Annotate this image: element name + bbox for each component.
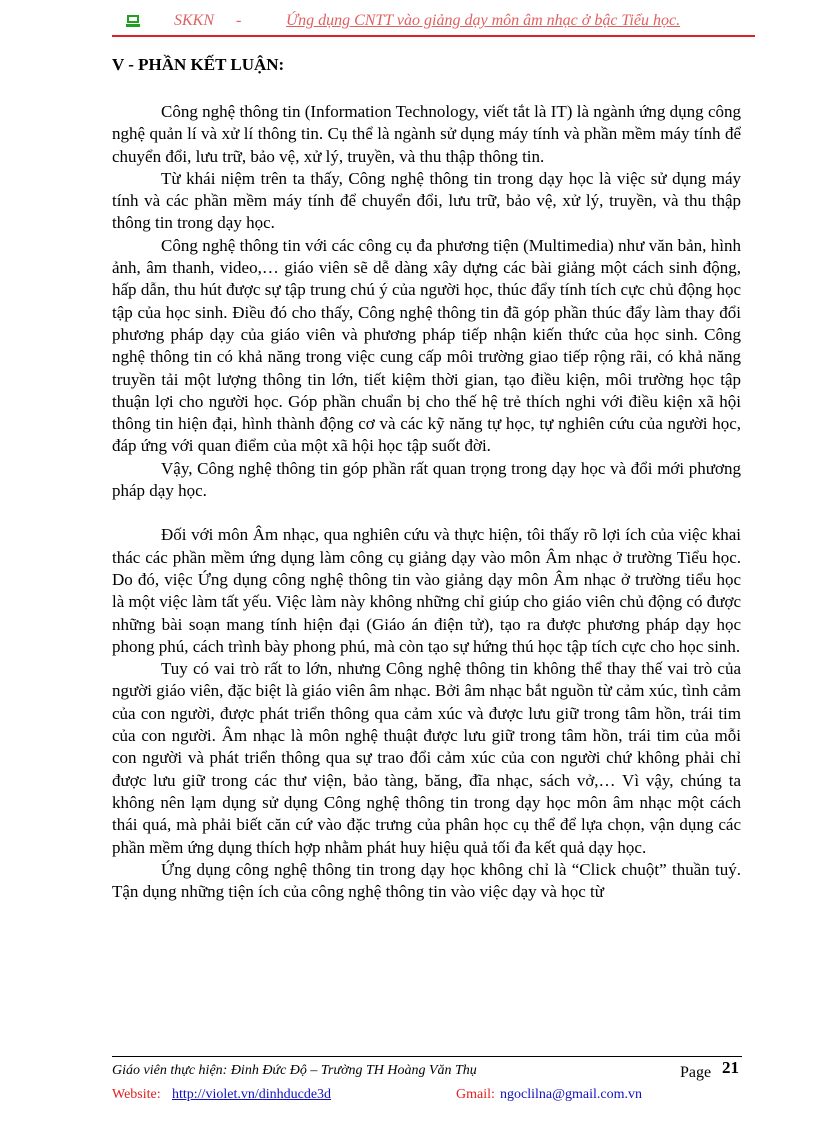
paragraph: Đối với môn Âm nhạc, qua nghiên cứu và thực hiện, tôi thấy rõ lợi ích của việc khai thác các phần mềm ứng dụng làm công cụ giảng dạy vào môn Âm nhạc ở trường Tiểu học. Do đó, việc Ứng dụng công nghệ thông tin vào giảng dạy môn Âm nhạc ở trường tiểu học là một việc làm tất yếu. Việc làm này không những chỉ giúp cho giáo viên chủ động có được những bài soạn mang tính hiện đại (Giáo án điện tử), tạo ra được phương pháp dạy học phong phú, cách trình bày phong phú, mà còn tạo sự hứng thú học tập tích cực cho học sinh. [112,525,741,656]
page-number: 21 [722,1058,739,1077]
website-label: Website: [112,1087,161,1102]
paragraph: Ứng dụng công nghệ thông tin trong dạy học không chỉ là “Click chuột” thuần tuý. Tận dụng những tiện ích của công nghệ thông tin vào việc dạy và học từ [112,859,741,902]
paragraph-spacer [112,502,741,524]
document-body [112,101,741,903]
header-dash: - [236,12,242,29]
header-code: SKKN [174,12,215,29]
paragraph: Công nghệ thông tin với các công cụ đa phương tiện (Multimedia) như văn bản, hình ảnh, âm thanh, video,… giáo viên sẽ dễ dàng xây dựng các bài giảng một cách sinh động, hấp dẫn, thu hút được sự tập trung chú ý của người học, thúc đẩy tính tích cực chủ động học tập của học sinh. Điều đó cho thấy, Công nghệ thông tin đã góp phần thúc đẩy làm thay đổi phương pháp dạy của giáo viên và phương pháp tiếp nhận kiến thức của học sinh. Công nghệ thông tin có khả năng trong việc cung cấp môi trường giao tiếp rộng rãi, có khả năng truyền tải một lượng thông tin lớn, tiết kiệm thời gian, tạo điều kiện, môi trường học tập thuận lợi cho người học. Góp phần chuẩn bị cho thế hệ trẻ thích nghi với điều kiện xã hội thông tin hiện đại, hình thành động cơ và các kỹ năng tự học, tự nghiên cứu của người học, đáp ứng với quan điểm của một xã hội học tập suốt đời. [112,235,741,456]
header-title: Ứng dụng CNTT vào giảng dạy môn âm nhạc ở bậc Tiểu học. [286,12,681,29]
footer-author: Giáo viên thực hiện: Đinh Đức Độ – Trường TH Hoàng Văn Thụ [112,1063,477,1078]
gmail-label: Gmail: [456,1087,495,1102]
website-link[interactable]: http://violet.vn/dinhducde3d [172,1087,332,1102]
paragraph: Từ khái niệm trên ta thấy, Công nghệ thông tin trong dạy học là việc sử dụng máy tính và các phần mềm máy tính để chuyển đổi, lưu trữ, bảo vệ, xử lý, truyền, và thu thập thông tin trong dạy học. [112,168,741,233]
footer-divider [112,1056,742,1057]
paragraph: Vậy, Công nghệ thông tin góp phần rất quan trọng trong dạy học và đổi mới phương pháp dạy học. [112,458,741,501]
page-label: Page [680,1064,712,1081]
gmail-address: ngoclilna@gmail.com.vn [500,1087,642,1102]
computer-icon [126,15,140,27]
paragraph: Công nghệ thông tin (Information Technology, viết tắt là IT) là ngành ứng dụng công nghệ quản lí và xử lí thông tin. Cụ thể là ngành sử dụng máy tính và phần mềm máy tính để chuyển đổi, lưu trữ, bảo vệ, xử lý, truyền, và thu thập thông tin. [112,102,741,166]
header-divider [112,35,755,37]
page-header [112,12,752,34]
section-title: V - PHẦN KẾT LUẬN: [112,55,285,74]
paragraph: Tuy có vai trò rất to lớn, nhưng Công nghệ thông tin không thể thay thế vai trò của người giáo viên, đặc biệt là giáo viên âm nhạc. Bởi âm nhạc bắt nguồn từ cảm xúc, tình cảm của con người, được phát triển thông qua cảm xúc và được lưu giữ trong tâm hồn, trái tim của con người. Âm nhạc là môn nghệ thuật được lưu giữ trong tâm hồn, trái tim của mỗi con người và phát triển thông qua sự trao đổi cảm xúc của con người chứ không phải chỉ được lưu giữ trong các thư viện, bảo tàng, băng, đĩa nhạc, sách vở,… Vì vậy, chúng ta không nên lạm dụng sử dụng Công nghệ thông tin trong dạy học môn âm nhạc một cách thái quá, mà phải biết căn cứ vào đặc trưng của phân học cụ thể để lựa chọn, vận dụng các phần mềm ứng dụng thích hợp nhằm phát huy hiệu quả tối đa kết quả dạy học. [112,659,741,857]
